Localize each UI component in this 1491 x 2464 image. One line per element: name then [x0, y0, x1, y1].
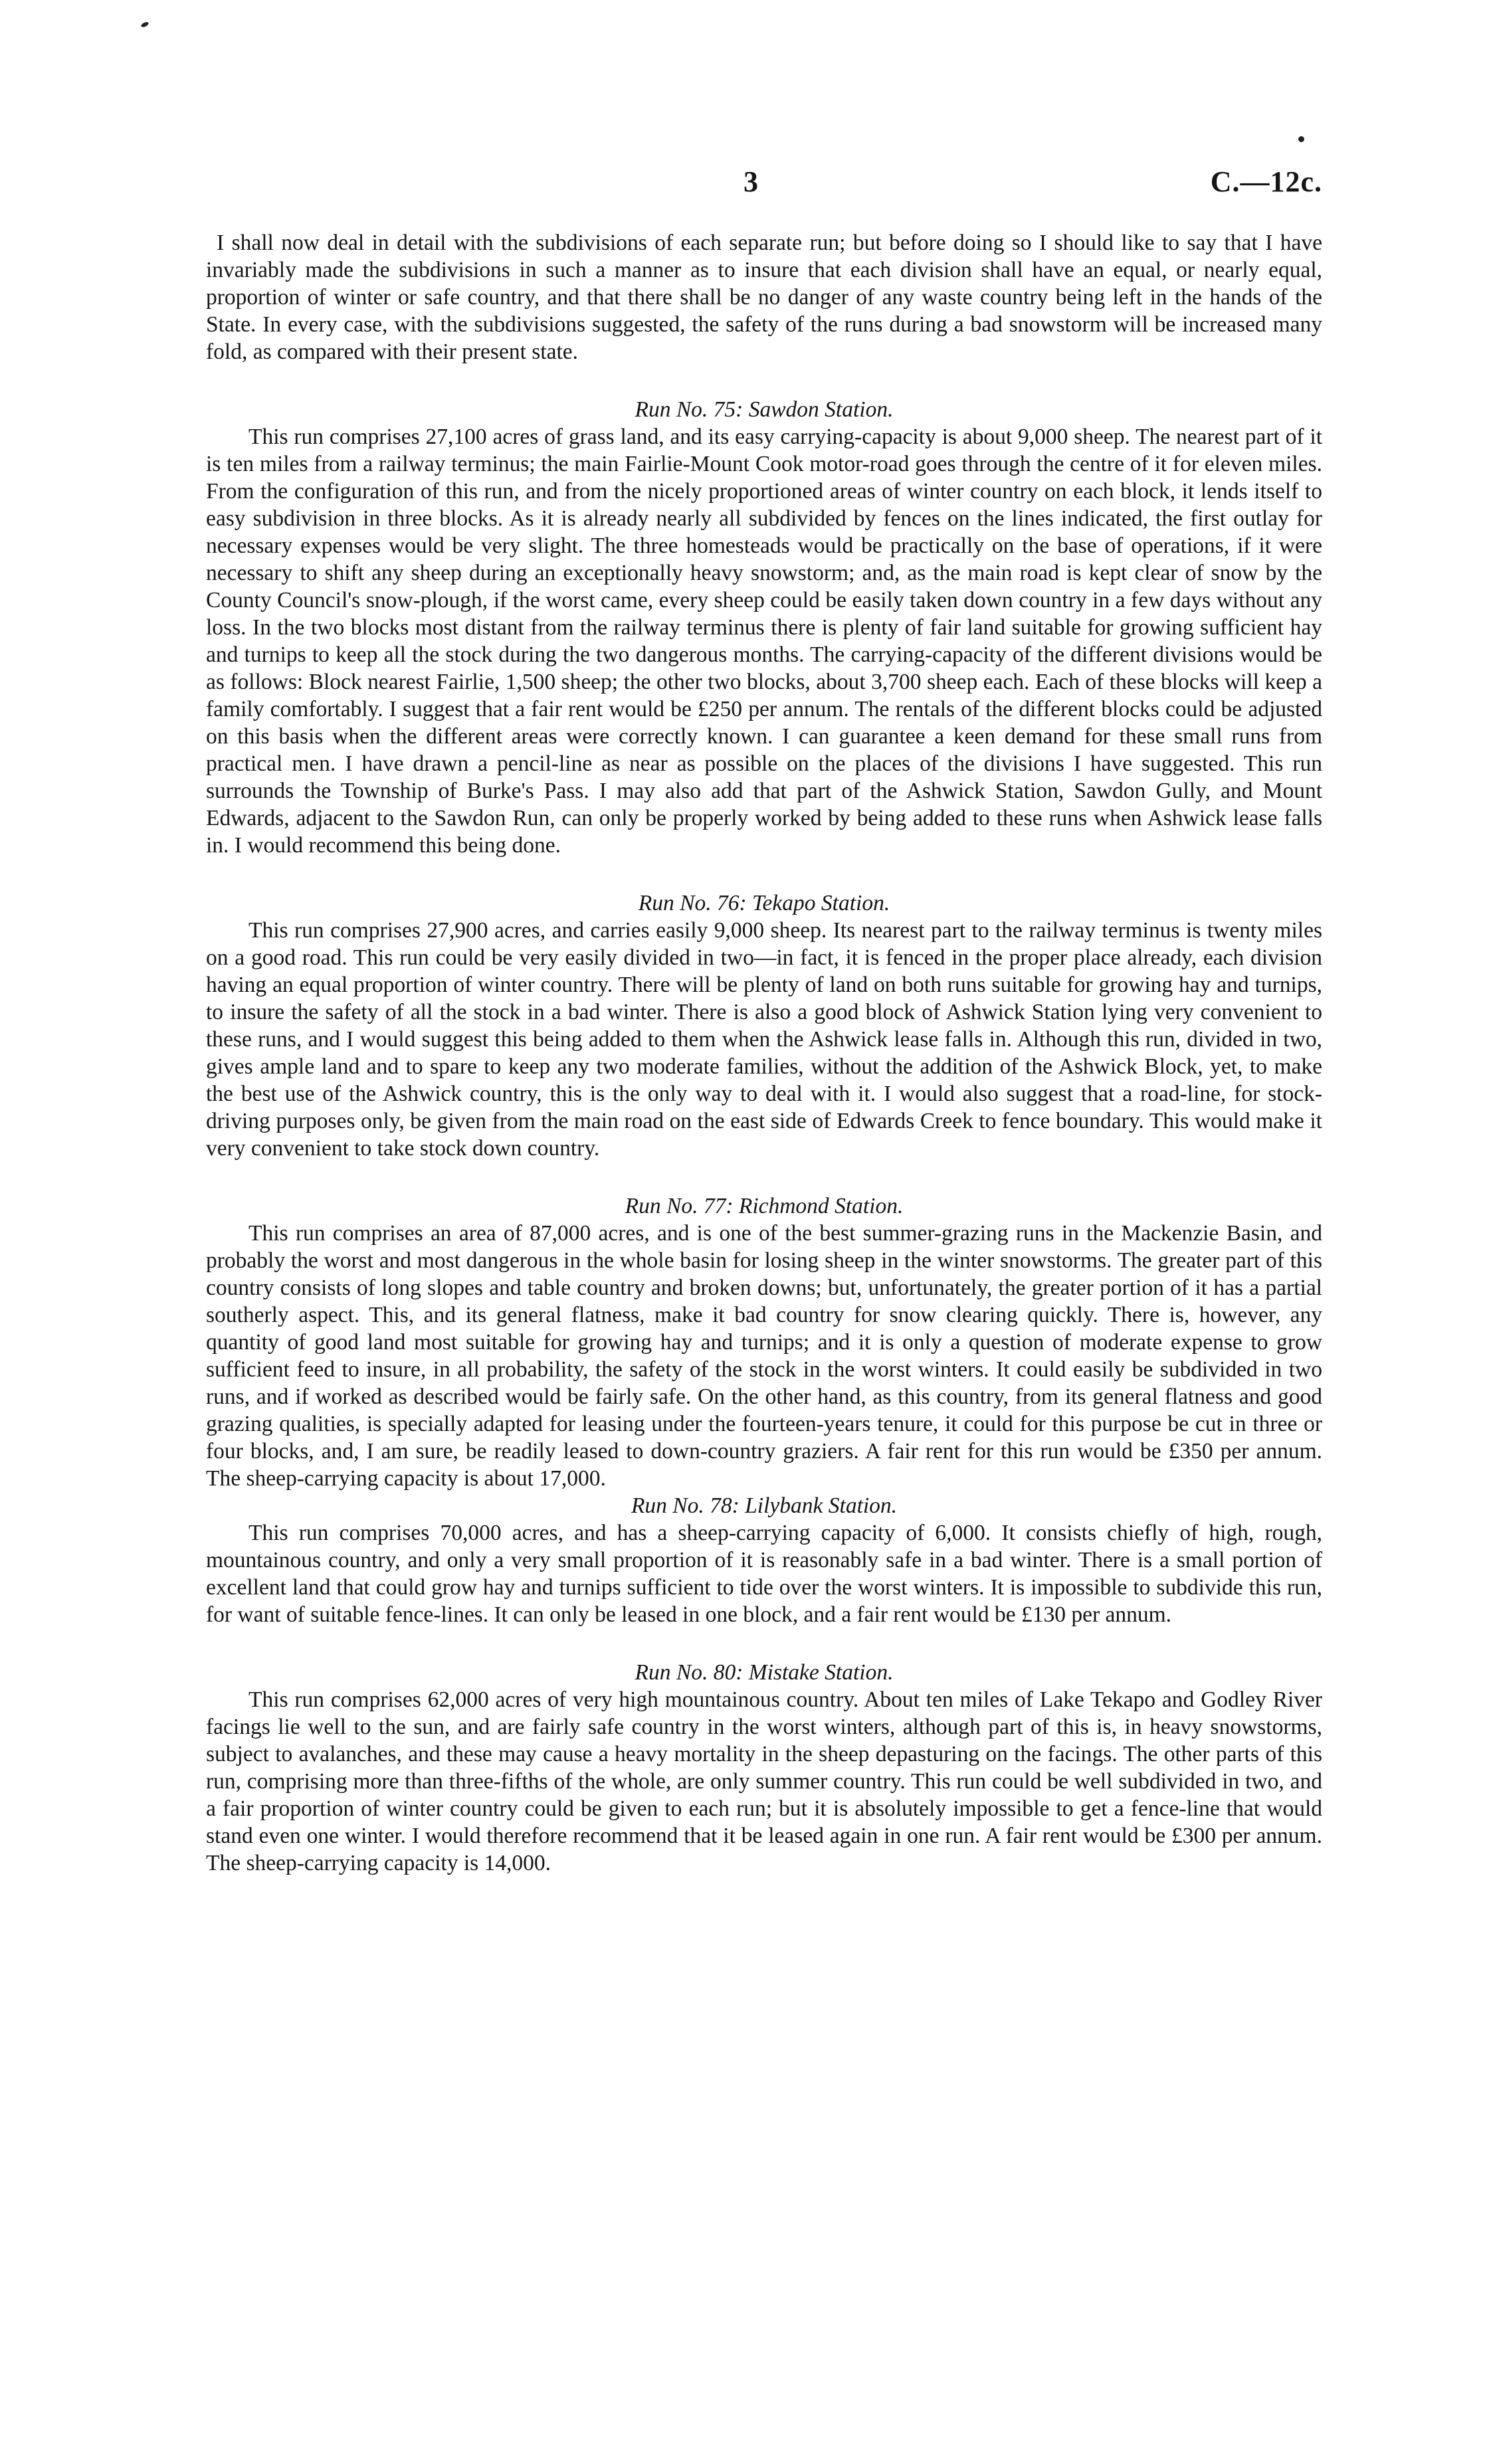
page-number: 3 — [744, 165, 758, 198]
page-reference: C.—12c. — [1210, 165, 1322, 198]
run-80-paragraph: This run comprises 62,000 acres of very high mountainous country. About ten miles of Lake Tekapo and Godley River facings lie well to the sun, and are fairly safe country in the worst winters, although part of this is, in heavy snowstorms, subject to avalanches, and these may cause a heavy mortality in the sheep depasturing on the facings. The other parts of this run, comprising more than three-fifths of the whole, are only summer country. This run could be well subdivided in two, and a fair proportion of winter country could be given to each run; but it is absolutely impossible to get a fence-line that would stand even one winter. I would therefore recommend that it be leased again in one run. A fair rent would be £300 per annum. The sheep-carrying capacity is 14,000. — [206, 1687, 1322, 1875]
run-76-heading: Run No. 76: Tekapo Station. — [638, 891, 890, 915]
document-body — [206, 229, 1322, 1877]
ink-speck — [140, 21, 149, 29]
run-80-heading: Run No. 80: Mistake Station. — [635, 1660, 894, 1685]
run-78-heading: Run No. 78: Lilybank Station. — [631, 1493, 898, 1518]
ink-speck — [1298, 136, 1304, 142]
run-76-paragraph: This run comprises 27,900 acres, and carries easily 9,000 sheep. Its nearest part to the railway terminus is twenty miles on a good road. This run could be very easily divided in two—in fact, it is fenced in the proper place already, each division having an equal proportion of winter country. There will be plenty of land on both runs suitable for growing hay and turnips, to insure the safety of all the stock in a bad winter. There is also a good block of Ashwick Station lying very convenient to these runs, and I would suggest this being added to them when the Ashwick lease falls in. Although this run, divided in two, gives ample land and to spare to keep any two moderate families, without the addition of the Ashwick Block, yet, to make the best use of the Ashwick country, this is the only way to deal with it. I would also suggest that a road-line, for stock-driving purposes only, be given from the main road on the east side of Edwards Creek to fence boundary. This would make it very convenient to take stock down country. — [206, 918, 1322, 1161]
run-75-heading: Run No. 75: Sawdon Station. — [635, 397, 894, 422]
run-77-heading: Run No. 77: Richmond Station. — [625, 1194, 904, 1218]
intro-paragraph: I shall now deal in detail with the subdivisions of each separate run; but before doing so I should like to say that I have invariably made the subdivisions in such a manner as to insure that each division shall have an equal, or nearly equal, proportion of winter or safe country, and that there shall be no danger of any waste country being left in the hands of the State. In every case, with the subdivisions suggested, the safety of the runs during a bad snowstorm will be increased many fold, as compared with their present state. — [206, 231, 1322, 364]
run-77-paragraph: This run comprises an area of 87,000 acres, and is one of the best summer-grazing runs in the Mackenzie Basin, and probably the worst and most dangerous in the whole basin for losing sheep in the winter snowstorms. The greater part of this country consists of long slopes and table country and broken downs; but, unfortunately, the greater portion of it has a partial southerly aspect. This, and its general flatness, make it bad country for snow clearing quickly. There is, however, any quantity of good land most suitable for growing hay and turnips; and it is only a question of moderate expense to grow sufficient feed to insure, in all probability, the safety of the stock in the worst winters. It could easily be subdivided in two runs, and if worked as described would be fairly safe. On the other hand, as this country, from its general flatness and good grazing qualities, is specially adapted for leasing under the fourteen-years tenure, it could for this purpose be cut in three or four blocks, and, I am sure, be readily leased to down-country graziers. A fair rent for this run would be £350 per annum. The sheep-carrying capacity is about 17,000. — [206, 1221, 1322, 1491]
run-75-paragraph: This run comprises 27,100 acres of grass land, and its easy carrying-capacity is about 9,000 sheep. The nearest part of it is ten miles from a railway terminus; the main Fairlie-Mount Cook motor-road goes through the centre of it for eleven miles. From the configuration of this run, and from the nicely proportioned areas of winter country on each block, it lends itself to easy subdivision in three blocks. As it is already nearly all subdivided by fences on the lines indicated, the first outlay for necessary expenses would be very slight. The three homesteads would be practically on the base of operations, if it were necessary to shift any sheep during an exceptionally heavy snowstorm; and, as the main road is kept clear of snow by the County Council's snow-plough, if the worst came, every sheep could be easily taken down country in a few days without any loss. In the two blocks most distant from the railway terminus there is plenty of fair land suitable for growing sufficient hay and turnips to keep all the stock during the two dangerous months. The carrying-capacity of the different divisions would be as follows: Block nearest Fairlie, 1,500 sheep; the other two blocks, about 3,700 sheep each. Each of these blocks will keep a family comfortably. I suggest that a fair rent would be £250 per annum. The rentals of the different blocks could be adjusted on this basis when the different areas were correctly known. I can guarantee a keen demand for these small runs from practical men. I have drawn a pencil-line as near as possible on the places of the divisions I have suggested. This run surrounds the Township of Burke's Pass. I may also add that part of the Ashwick Station, Sawdon Gully, and Mount Edwards, adjacent to the Sawdon Run, can only be properly worked by being added to these runs when Ashwick lease falls in. I would recommend this being done. — [206, 425, 1322, 858]
run-78-paragraph: This run comprises 70,000 acres, and has a sheep-carrying capacity of 6,000. It consists chiefly of high, rough, mountainous country, and only a very small proportion of it is reasonably safe in a bad winter. There is a small portion of excellent land that could grow hay and turnips sufficient to tide over the worst winters. It is impossible to subdivide this run, for want of suitable fence-lines. It can only be leased in one block, and a fair rent would be £130 per annum. — [206, 1521, 1322, 1627]
